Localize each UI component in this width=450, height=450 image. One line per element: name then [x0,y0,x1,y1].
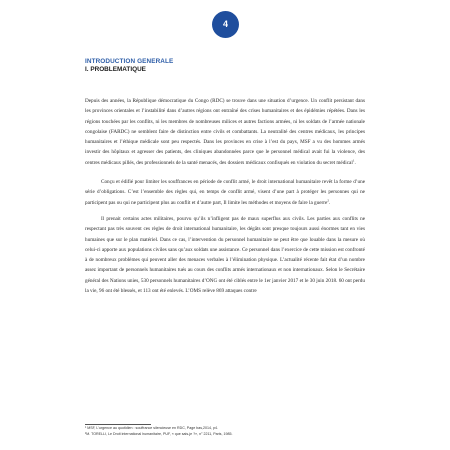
document-body [85,58,365,296]
footnotes [85,426,365,437]
paragraph-1-text: Depuis des années, la République démocratique du Congo (RDC) se trouve dans une situation d’urgence. Un conflit persistant dans les provinces orientales et l’instabilité dans d’autres régions ont entraîné des crises humanitaires et des épidémies répétées. Dans les régions touchées par les conflits, ni les membres de nombreuses milices et autres factions armées, ni les soldats de l’armée nationale congolaise (FARDC) ne semblent faire de distinction entre civils et combattants. La neutralité des centres médicaux, les principes humanitaires et l’éthique médicale sont peu respectés. Dans les provinces en crise à l’est du pays, MSF a vu des hommes armés investir des hôpitaux et agresser des patients, des cliniques abandonnées parce que le personnel médical avait fui la violence, des centres médicaux pillés, des professionnels de la santé menacés, des dossiers médicaux confisqués en violation du secret médical [85,98,365,166]
page-number-badge: 4 [212,11,239,38]
section-subtitle: I. PROBLEMATIQUE [85,66,146,73]
footnote-2: ²M. TORELLI, Le Droit international humanitaire, PUF, « que sais-je ?», n° 2211, Paris, 1985. [85,431,233,436]
footnote-ref-2[interactable]: 2 [327,197,330,202]
paragraph-3-text: Il prenait certains actes militaires, pourvu qu’ils n’infligent pas de maux superflus aux civils. Les parties aux conflits ne respectant pas très souvent ces règles de droit international humanitaire, les dégâts sont presque toujours aussi énormes tant en vies humaines que sur le plan matériel. Dans ce cas, l’intervention du personnel humanitaire ne peut être que louable dans la mesure où celui-ci apporte aux populations civiles sans qu’aux soldats une assistance. Ce personnel dans l’exercice de cette mission est confronté à de nombreux problèmes qui peuvent aller des menaces verbales à l’élimination physique. L’actualité récente fait état d’un nombre assez important de personnels humanitaires tués au cours des conflits armés internationaux et non internationaux. Selon le Secrétaire général des Nations unies, 530 personnels humanitaires d’ONG ont été ciblés entre le 1er janvier 2017 et le 30 juin 2018. 60 ont perdu la vie, 96 ont été blessés, et 113 ont été enlevés. L’OMS relève 869 attaques contre [85,215,365,295]
paragraph-2: Conçu et édifié pour limiter les souffrances en période de conflit armé, le droit international humanitaire revêt la forme d’une série d’obligations. C’est l’ensemble des règles qui, en temps de conflit armé, visent d’une part à protéger les personnes qui ne participent pas ou qui ne participent plus au conflit et d’autre part, Il limite les méthodes et moyens de faire la guerre$^2$. [85,179,365,206]
section-title: INTRODUCTION GENERALE [85,58,174,65]
footnote-divider [85,424,151,425]
paragraph-1: Depuis des années, la République démocratique du Congo (RDC) se trouve dans une situation d’urgence. Un conflit persistant dans les provinces orientales et l’instabilité dans d’autres régions ont entraîné des crises humanitaires et des épidémies répétées. Dans les régions touchées par les conflits, ni les membres de nombreuses milices et autres factions armées, ni les soldats de l’armée nationale congolaise (FARDC) ne semblent faire de distinction entre civils et combattants. La neutralité des centres médicaux, les principes humanitaires et l’éthique médicale sont peu respectés. Dans les provinces en crise à l’est du pays, MSF a vu des hommes armés investir des hôpitaux et agresser des patients, des cliniques abandonnées parce que le personnel médical avait fui la violence, des centres médicaux pillés, des professionnels de la santé menacés, des dossiers médicaux confisqués en violation du secret médical$^1$. [85,98,365,166]
paragraph-2-text: Conçu et édifié pour limiter les souffrances en période de conflit armé, le droit international humanitaire revêt la forme d’une série d’obligations. C’est l’ensemble des règles qui, en temps de conflit armé, visent d’une part à protéger les personnes qui ne participent pas ou qui ne participent plus au conflit et d’autre part, Il limite les méthodes et moyens de faire la guerre [85,179,365,206]
paragraph-3 [85,214,365,296]
footnote-1: ¹ MSF, L’urgence au quotidien : souffrance silencieuse en RDC, Page bas,2014, p4. [85,426,218,430]
footnote-ref-1[interactable]: 1 [352,158,355,163]
